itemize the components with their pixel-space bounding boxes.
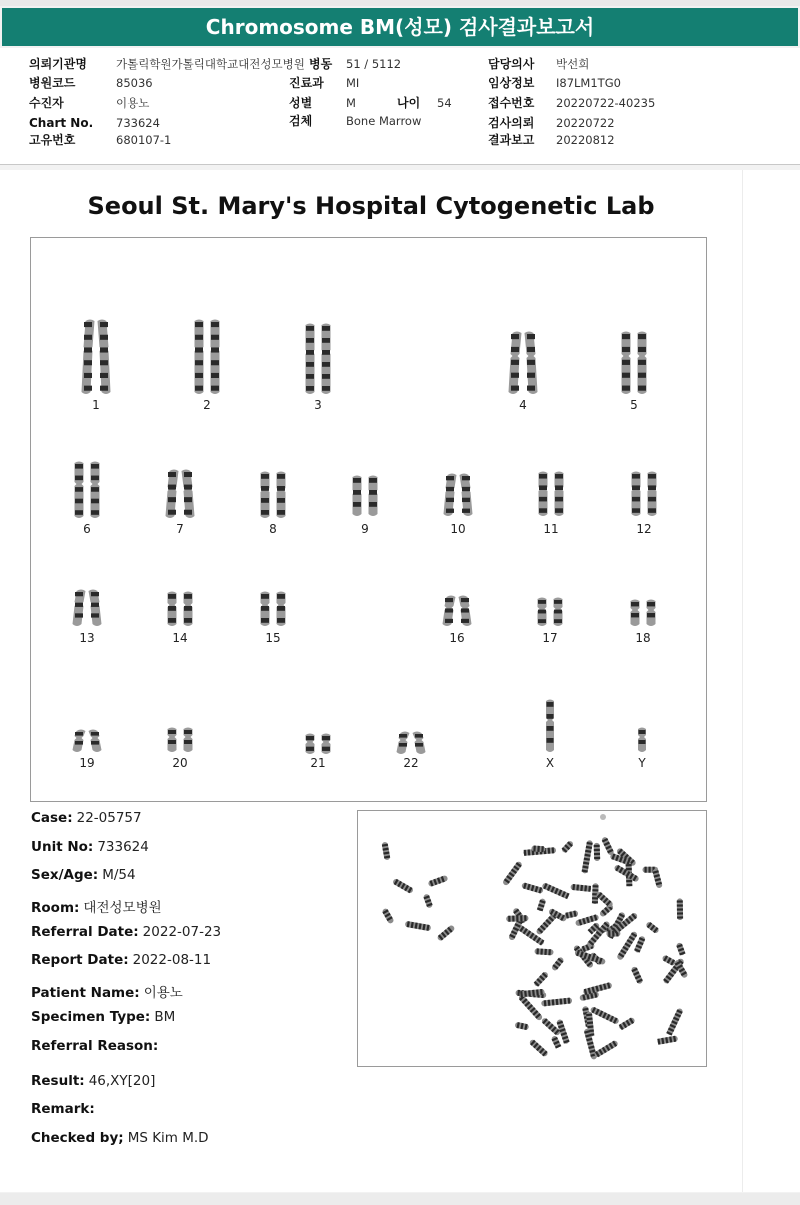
metaphase-chromosome bbox=[593, 1040, 618, 1059]
metaphase-chromosome bbox=[405, 921, 432, 931]
detail-row bbox=[31, 981, 183, 1001]
metaphase-chromosome bbox=[423, 893, 433, 908]
chromosome-label-21: 21 bbox=[310, 756, 326, 770]
detail-value: 이용노 bbox=[143, 985, 183, 1001]
page-margin bbox=[742, 170, 800, 1192]
detail-label: Result: bbox=[31, 1073, 85, 1089]
detail-label: Patient Name: bbox=[31, 985, 140, 1001]
detail-value: M/54 bbox=[102, 867, 136, 883]
chromosome-label-Y: Y bbox=[638, 756, 646, 770]
detail-value: MS Kim M.D bbox=[127, 1130, 209, 1146]
chromosome-label-6: 6 bbox=[83, 522, 91, 536]
chromosome-label-17: 17 bbox=[542, 631, 558, 645]
metaphase-chromosome bbox=[594, 843, 601, 861]
chromosome-pair-Y bbox=[620, 726, 664, 754]
window-bottom-strip bbox=[0, 1193, 800, 1205]
metaphase-chromosome bbox=[541, 997, 572, 1006]
hospital-code-label: 병원코드 bbox=[29, 76, 76, 90]
metaphase-chromosome bbox=[561, 840, 574, 854]
specimen-label: 검체 bbox=[289, 114, 313, 128]
metaphase-chromosome bbox=[541, 882, 569, 899]
metaphase-chromosome bbox=[392, 878, 414, 894]
metaphase-chromosome bbox=[502, 861, 523, 887]
metaphase-chromosome bbox=[518, 994, 544, 1022]
report-title: Chromosome BM(성모) 검사결과보고서 bbox=[2, 8, 798, 46]
detail-row bbox=[31, 896, 162, 916]
karyogram-panel bbox=[30, 237, 707, 802]
chromosome-label-13: 13 bbox=[79, 631, 95, 645]
metaphase-chromosome bbox=[634, 935, 646, 953]
detail-row bbox=[31, 1130, 209, 1146]
detail-value: 22-05757 bbox=[76, 810, 142, 826]
chromosome-label-22: 22 bbox=[403, 756, 419, 770]
chromosome-pair-9 bbox=[343, 474, 387, 518]
report-date-label: 결과보고 bbox=[488, 133, 535, 147]
ward-value: 51 / 5112 bbox=[346, 57, 402, 71]
chromosome-label-14: 14 bbox=[172, 631, 188, 645]
chromosome-pair-16 bbox=[435, 594, 479, 628]
chromosome-pair-15 bbox=[251, 590, 295, 628]
detail-row bbox=[31, 867, 136, 883]
detail-label: Case: bbox=[31, 810, 73, 826]
chromosome-pair-X bbox=[528, 698, 572, 754]
metaphase-chromosome bbox=[436, 924, 455, 941]
detail-value: 2022-07-23 bbox=[142, 924, 222, 940]
metaphase-chromosome bbox=[677, 898, 683, 920]
metaphase-chromosome bbox=[381, 908, 394, 925]
metaphase-chromosome bbox=[661, 954, 676, 966]
hospital-name-label: 의뢰기관명 bbox=[29, 57, 87, 71]
chromosome-label-4: 4 bbox=[519, 398, 527, 412]
metaphase-chromosome bbox=[428, 875, 449, 887]
patient-name-label: 수진자 bbox=[29, 96, 64, 110]
chromosome-pair-8 bbox=[251, 470, 295, 520]
chromosome-label-12: 12 bbox=[636, 522, 652, 536]
specimen-value: Bone Marrow bbox=[346, 114, 422, 128]
chromosome-pair-19 bbox=[65, 728, 109, 754]
receipt-no-label: 접수번호 bbox=[488, 96, 535, 110]
unique-id-label: 고유번호 bbox=[29, 133, 76, 147]
detail-row bbox=[31, 952, 211, 968]
chromosome-pair-21 bbox=[296, 732, 340, 756]
metaphase-chromosome bbox=[551, 1035, 562, 1049]
metaphase-image bbox=[357, 810, 707, 1067]
physician-value: 박선희 bbox=[556, 57, 590, 71]
chromosome-label-19: 19 bbox=[79, 756, 95, 770]
lab-title: Seoul St. Mary's Hospital Cytogenetic Lab bbox=[87, 192, 655, 220]
metaphase-chromosome bbox=[537, 898, 547, 912]
metaphase-chromosome bbox=[381, 842, 390, 861]
patient-name-value: 이용노 bbox=[116, 96, 150, 110]
detail-label: Unit No: bbox=[31, 839, 94, 855]
detail-value: 2022-08-11 bbox=[132, 952, 212, 968]
detail-label: Report Date: bbox=[31, 952, 129, 968]
metaphase-chromosome bbox=[551, 956, 565, 971]
request-date-value: 20220722 bbox=[556, 116, 615, 130]
metaphase-chromosome bbox=[515, 1022, 530, 1031]
chromosome-pair-22 bbox=[389, 730, 433, 756]
chromosome-pair-10 bbox=[436, 472, 480, 518]
detail-label: Sex/Age: bbox=[31, 867, 99, 883]
metaphase-chromosome bbox=[590, 1006, 620, 1025]
physician-label: 담당의사 bbox=[488, 57, 535, 71]
metaphase-chromosome bbox=[531, 845, 545, 852]
chromosome-pair-6 bbox=[65, 460, 109, 520]
department-label: 진료과 bbox=[289, 76, 324, 90]
report-date-value: 20220812 bbox=[556, 133, 615, 147]
chromosome-pair-11 bbox=[529, 470, 573, 518]
chromosome-label-X: X bbox=[545, 756, 555, 770]
detail-label: Referral Date: bbox=[31, 924, 139, 940]
detail-row bbox=[31, 1009, 175, 1025]
metaphase-chromosome bbox=[595, 891, 614, 909]
metaphase-chromosome bbox=[652, 868, 663, 888]
chromosome-label-7: 7 bbox=[176, 522, 184, 536]
chromosome-label-10: 10 bbox=[450, 522, 466, 536]
department-value: MI bbox=[346, 76, 360, 90]
chromosome-pair-18 bbox=[621, 598, 665, 628]
detail-label: Specimen Type: bbox=[31, 1009, 151, 1025]
age-value: 54 bbox=[437, 96, 452, 110]
chromosome-label-5: 5 bbox=[630, 398, 638, 412]
chromosome-pair-14 bbox=[158, 590, 202, 628]
chromosome-pair-20 bbox=[158, 726, 202, 754]
metaphase-spread-svg bbox=[358, 811, 706, 1066]
chromosome-pair-1 bbox=[74, 318, 118, 396]
clinical-info-value: I87LM1TG0 bbox=[556, 76, 621, 90]
metaphase-chromosome bbox=[601, 836, 615, 856]
metaphase-chromosome bbox=[618, 1017, 636, 1031]
chromosome-label-9: 9 bbox=[361, 522, 369, 536]
receipt-no-value: 20220722-40235 bbox=[556, 96, 656, 110]
hospital-name-value: 가톨릭학원가톨릭대학교대전성모병원 bbox=[116, 57, 305, 71]
metaphase-chromosome bbox=[529, 1038, 549, 1057]
chromosome-label-16: 16 bbox=[449, 631, 465, 645]
detail-row bbox=[31, 924, 221, 940]
chromosome-pair-4 bbox=[501, 330, 545, 396]
detail-value: 46,XY[20] bbox=[88, 1073, 156, 1089]
chromosome-pair-13 bbox=[65, 588, 109, 628]
chromosome-pair-2 bbox=[185, 318, 229, 396]
report-sheet bbox=[0, 170, 742, 1192]
patient-info-panel bbox=[0, 48, 800, 165]
unique-id-value: 680107-1 bbox=[116, 133, 172, 147]
chromosome-pair-5 bbox=[612, 330, 656, 396]
chromosome-pair-17 bbox=[528, 596, 572, 628]
metaphase-chromosome bbox=[657, 1035, 678, 1044]
detail-label: Checked by; bbox=[31, 1130, 124, 1146]
chart-no-label: Chart No. bbox=[29, 116, 94, 130]
detail-label: Room: bbox=[31, 900, 80, 916]
clinical-info-label: 임상정보 bbox=[488, 76, 535, 90]
metaphase-chromosome bbox=[570, 884, 591, 892]
debris-dot bbox=[600, 814, 606, 820]
chromosome-pair-7 bbox=[158, 468, 202, 520]
detail-label: Remark: bbox=[31, 1101, 95, 1117]
metaphase-chromosome bbox=[631, 966, 644, 985]
ward-label: 병동 bbox=[309, 57, 333, 71]
detail-label: Referral Reason: bbox=[31, 1038, 159, 1054]
detail-row bbox=[31, 839, 149, 855]
metaphase-chromosome bbox=[581, 840, 593, 874]
chromosome-label-11: 11 bbox=[543, 522, 559, 536]
hospital-code-value: 85036 bbox=[116, 76, 153, 90]
metaphase-chromosome bbox=[676, 942, 686, 956]
metaphase-chromosome bbox=[645, 921, 660, 934]
age-label: 나이 bbox=[397, 96, 421, 110]
detail-row bbox=[31, 1038, 162, 1054]
chromosome-label-1: 1 bbox=[92, 398, 100, 412]
metaphase-chromosome bbox=[533, 971, 549, 988]
chromosome-label-2: 2 bbox=[203, 398, 211, 412]
request-date-label: 검사의뢰 bbox=[488, 116, 535, 130]
chromosome-label-8: 8 bbox=[269, 522, 277, 536]
chromosome-label-20: 20 bbox=[172, 756, 188, 770]
metaphase-chromosome bbox=[666, 1008, 683, 1036]
window-top-strip bbox=[0, 0, 800, 6]
detail-row bbox=[31, 1101, 99, 1117]
metaphase-chromosome bbox=[534, 948, 553, 955]
metaphase-chromosome bbox=[521, 882, 544, 894]
chromosome-label-15: 15 bbox=[265, 631, 281, 645]
chromosome-label-18: 18 bbox=[635, 631, 651, 645]
chromosome-label-3: 3 bbox=[314, 398, 322, 412]
detail-row bbox=[31, 1073, 155, 1089]
sex-value: M bbox=[346, 96, 356, 110]
detail-row bbox=[31, 810, 142, 826]
metaphase-chromosome bbox=[506, 915, 528, 922]
detail-value: 733624 bbox=[97, 839, 149, 855]
chart-no-value: 733624 bbox=[116, 116, 160, 130]
detail-value: 대전성모병원 bbox=[83, 900, 162, 916]
chromosome-pair-12 bbox=[622, 470, 666, 518]
sex-label: 성별 bbox=[289, 96, 313, 110]
chromosome-pair-3 bbox=[296, 322, 340, 396]
detail-value: BM bbox=[154, 1009, 176, 1025]
